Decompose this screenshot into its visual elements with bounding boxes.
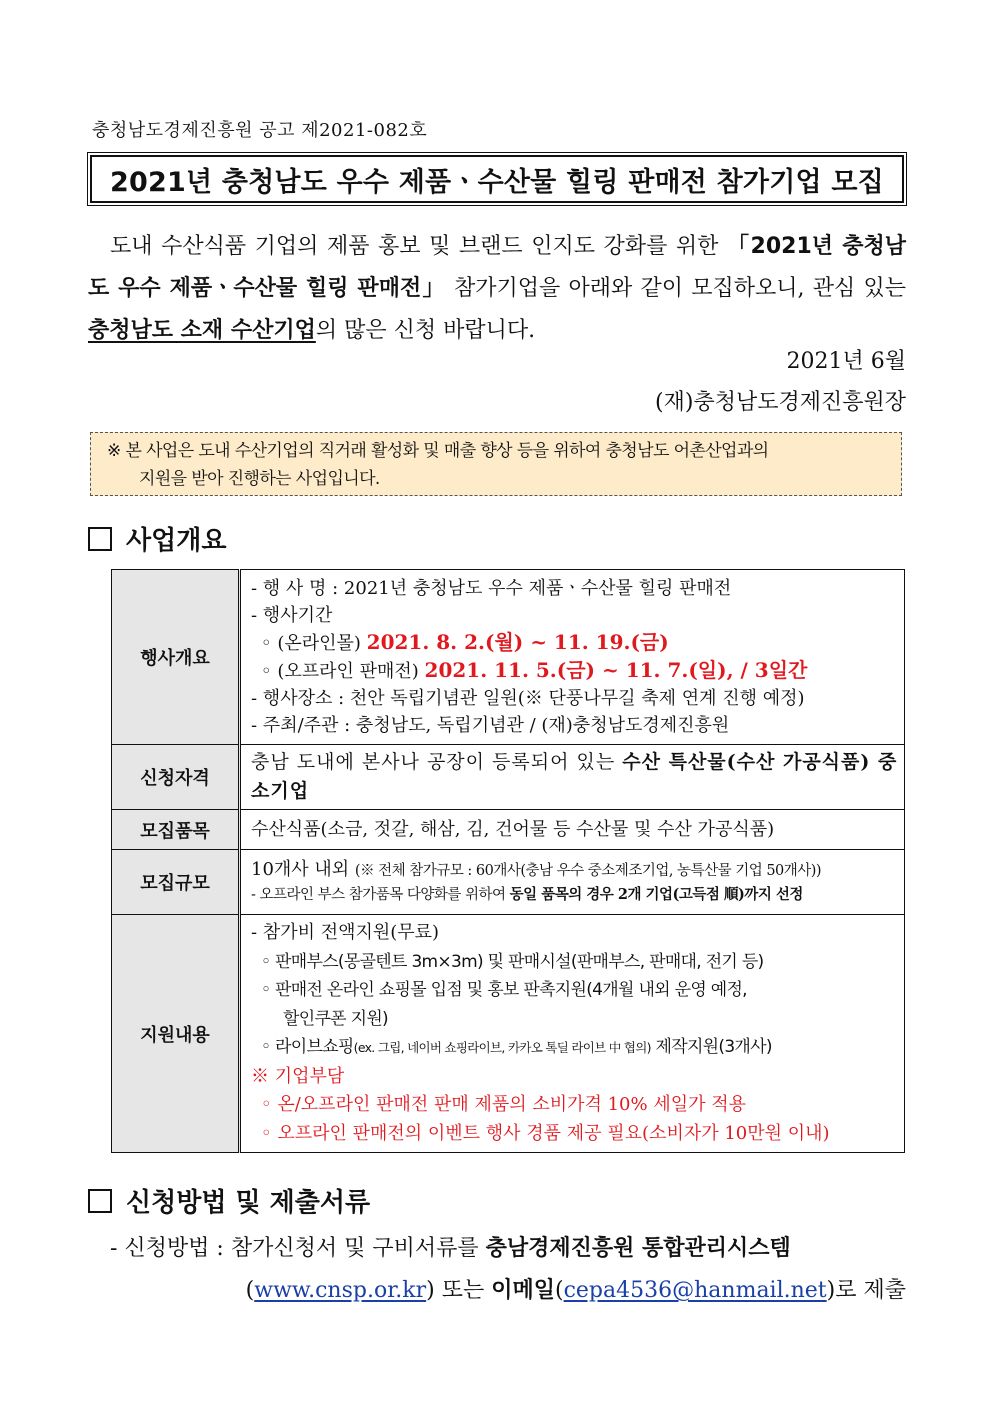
event-period-label: - 행사기간 xyxy=(251,605,333,626)
method-system: 충남경제진흥원 통합관리시스템 xyxy=(485,1236,791,1261)
paren-open: ( xyxy=(245,1278,255,1303)
section-overview-title: 사업개요 xyxy=(126,526,227,556)
method-suffix: )로 제출 xyxy=(826,1278,906,1303)
support-cell xyxy=(240,915,905,1153)
page-title: 2021년 충청남도 우수 제품ㆍ수산물 힐링 판매전 참가기업 모집 xyxy=(110,166,884,198)
event-host: - 주최/주관 : 충청남도, 독립기념관 / (재)충청남도경제진흥원 xyxy=(251,715,730,736)
overview-table xyxy=(111,569,905,1153)
eligibility-cell xyxy=(240,745,905,810)
items-text: 수산식품(소금, 젓갈, 해삼, 김, 건어물 등 수산물 및 수산 가공식품) xyxy=(240,810,905,850)
section-overview-heading xyxy=(88,520,226,557)
table-row xyxy=(112,915,905,1153)
notice-number: 충청남도경제진흥원 공고 제2021-082호 xyxy=(92,120,428,141)
row-header-eligibility: 신청자격 xyxy=(112,745,240,810)
intro-text-3: 의 많은 신청 바랍니다. xyxy=(315,318,536,343)
support-fee: - 참가비 전액지원(무료) xyxy=(251,922,440,943)
checkbox-square-icon xyxy=(88,1189,112,1213)
section-method-title: 신청방법 및 제출서류 xyxy=(126,1188,371,1218)
offline-label: ◦ (오프라인 판매전) xyxy=(261,661,425,682)
intro-text-2: 참가기업을 아래와 같이 모집하오니, 관심 있는 xyxy=(445,276,906,301)
paren-open-2: ( xyxy=(555,1278,564,1303)
checkbox-square-icon xyxy=(88,527,112,551)
event-cell xyxy=(240,570,905,745)
eligibility-text: 충남 도내에 본사나 공장이 등록되어 있는 xyxy=(251,751,623,773)
note-box xyxy=(90,432,902,496)
table-row xyxy=(112,745,905,810)
email-link[interactable]: cepa4536@hanmail.net xyxy=(563,1278,827,1303)
intro-event-name: 「2021년 충청남도 우수 제품ㆍ수산물 힐링 판매전」 xyxy=(88,234,906,301)
burden-prize: ◦ 오프라인 판매전의 이벤트 행사 경품 제공 필요(소비자가 10만원 이내) xyxy=(261,1122,830,1144)
support-live-production: 제작지원(3개사) xyxy=(650,1037,772,1057)
scale-total: (※ 전체 참가규모 : 60개사(충남 우수 중소제조기업, 농특산물 기업 50개사)) xyxy=(354,862,822,879)
support-live-label: ◦ 라이브쇼핑 xyxy=(261,1037,354,1057)
row-header-scale: 모집규모 xyxy=(112,850,240,915)
burden-discount: ◦ 온/오프라인 판매전 판매 제품의 소비가격 10% 세일가 적용 xyxy=(261,1094,746,1115)
scale-note-bold: 동일 품목의 경우 2개 기업(고득점 順)까지 선정 xyxy=(509,885,803,903)
support-online: ◦ 판매전 온라인 쇼핑몰 입점 및 홍보 판촉지원(4개월 내외 운영 예정, xyxy=(261,980,747,1000)
intro-target: 충청남도 소재 수산기업 xyxy=(88,318,316,343)
method-mid: ) 또는 xyxy=(426,1278,492,1303)
row-header-support: 지원내용 xyxy=(112,915,240,1153)
event-venue: - 행사장소 : 천안 독립기념관 일원(※ 단풍나무길 축제 연계 진행 예정) xyxy=(251,688,805,709)
title-box xyxy=(90,155,904,203)
scale-cell xyxy=(240,850,905,915)
note-line-2: 지원을 받아 진행하는 사업입니다. xyxy=(139,469,380,489)
intro-paragraph xyxy=(88,226,906,352)
support-coupon: 할인쿠폰 지원) xyxy=(283,1008,388,1029)
company-burden-label: ※ 기업부담 xyxy=(251,1065,345,1087)
table-row xyxy=(112,570,905,745)
method-prefix: - 신청방법 : 참가신청서 및 구비서류를 xyxy=(110,1236,486,1261)
note-line-1: ※ 본 사업은 도내 수산기업의 직거래 활성화 및 매출 향상 등을 위하여 충청남도 어촌산업과의 xyxy=(107,441,769,461)
row-header-event: 행사개요 xyxy=(112,570,240,745)
table-row xyxy=(112,850,905,915)
notice-date: 2021년 6월 xyxy=(786,349,906,374)
event-name: - 행 사 명 : 2021년 충청남도 우수 제품ㆍ수산물 힐링 판매전 xyxy=(251,578,732,599)
eligibility-bold: 수산 특산물(수산 가공식품) 중소기업 xyxy=(251,751,898,802)
method-paragraph xyxy=(110,1228,906,1312)
section-method-heading xyxy=(88,1182,370,1219)
scale-count: 10개사 내외 xyxy=(251,858,355,880)
website-link[interactable]: www.cnsp.or.kr xyxy=(254,1278,427,1303)
email-label: 이메일 xyxy=(491,1278,555,1303)
online-label: ◦ (온라인몰) xyxy=(261,633,367,654)
support-booth: ◦ 판매부스(몽골텐트 3m×3m) 및 판매시설(판매부스, 판매대, 전기 등) xyxy=(261,951,764,972)
support-live-platforms: (ex. 그립, 네이버 쇼핑라이브, 카카오 톡딜 라이브 中 협의) xyxy=(353,1040,651,1055)
intro-text-1: 도내 수산식품 기업의 제품 홍보 및 브랜드 인지도 강화를 위한 xyxy=(110,234,727,259)
online-dates: 2021. 8. 2.(월) ~ 11. 19.(금) xyxy=(366,630,669,654)
table-row xyxy=(112,810,905,850)
offline-dates: 2021. 11. 5.(금) ~ 11. 7.(일), / 3일간 xyxy=(424,658,808,682)
row-header-items: 모집품목 xyxy=(112,810,240,850)
scale-note: - 오프라인 부스 참가품목 다양화를 위하여 xyxy=(251,886,510,903)
organization-name: (재)충청남도경제진흥원장 xyxy=(655,390,906,415)
